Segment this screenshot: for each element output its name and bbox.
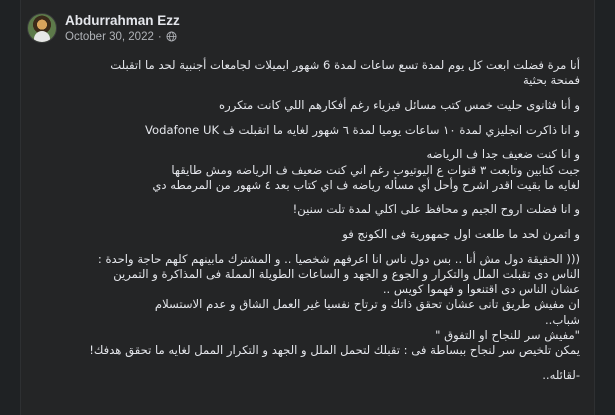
post-meta (65, 13, 180, 44)
post-line: و انا كنت ضعيف جدا ف الرياضه (426, 147, 580, 162)
post-paragraph (31, 202, 580, 217)
post-paragraph (31, 147, 580, 193)
post-line: ان مفيش طريق تانى عشان تحقق ذاتك و ترتاح نفسيا غير العمل الشاق و عدم الاستسلام (154, 297, 580, 312)
post-paragraph (31, 252, 580, 358)
post-line: ((( الحقيقة دول مش أنا .. بس دول ناس انا اعرفهم شخصيا .. و المشترك مابينهم كلهم حاجة واحدة : (97, 251, 580, 266)
post-line: و أنا فثانوى حليت خمس كتب مسائل فيزياء رغم أفكارهم اللي كانت متكرره (219, 97, 580, 112)
post-line: جبت كتابين وتابعت ٣ قنوات ع اليوتيوب رغم اني كنت ضعيف ف الرياضه ومش طايقها (171, 162, 580, 177)
post-line: شباب.. (544, 312, 580, 327)
post-line: يمكن تلخيص سر لنجاح ببساطة فى : تقبلك لتحمل الملل و الجهد و التكرار الممل لغايه ما تحقق هدفك! (89, 343, 580, 358)
post-line: لغايه ما بقيت اقدر اشرح وأحل أي مسأله رياضه ف اي كتاب بعد ٤ شهور من المرمطه دي (152, 177, 580, 192)
post-line: الناس دى تقبلت الملل والتكرار و الجوع و الجهد و الساعات الطويلة المملة فى المذاكرة و التمرين (113, 267, 580, 282)
post-body (31, 58, 580, 392)
post-paragraph (31, 58, 580, 88)
post-line: فمنحة بحثية (522, 73, 580, 88)
post-line: و انا ذاكرت انجليزي لمدة ١٠ ساعات يوميا لمدة ٦ شهور لغايه ما اتقبلت ف Vodafone UK (145, 122, 580, 137)
post-line: و اتمرن لحد ما طلعت اول جمهورية فى الكونج فو (342, 227, 580, 242)
post-line: أنا مرة فضلت ابعت كل يوم لمدة تسع ساعات لمدة 6 شهور ايميلات لجامعات أجنبية لحد ما اتقبلت (110, 58, 580, 72)
post-line: "مفيش سر للنجاح او التفوق " (435, 327, 580, 342)
post-paragraph (31, 98, 580, 113)
date-row (65, 30, 180, 44)
post-line: عشان الناس دى اقتنعوا و فهموا كويس .. (382, 282, 580, 297)
post-paragraph (31, 123, 580, 138)
avatar[interactable] (27, 13, 57, 43)
post-card (20, 0, 595, 415)
separator-dot: · (157, 30, 162, 43)
author-name[interactable]: Abdurrahman Ezz (65, 12, 180, 28)
post-paragraph (31, 227, 580, 242)
post-header (27, 8, 180, 48)
post-line: -لقائله.. (542, 367, 580, 382)
globe-icon[interactable] (166, 31, 177, 42)
post-paragraph (31, 368, 580, 383)
post-line: و انا فضلت اروح الجيم و محافظ على اكلي لمدة تلت سنين! (292, 202, 580, 217)
post-date[interactable]: October 30, 2022 (65, 30, 154, 43)
